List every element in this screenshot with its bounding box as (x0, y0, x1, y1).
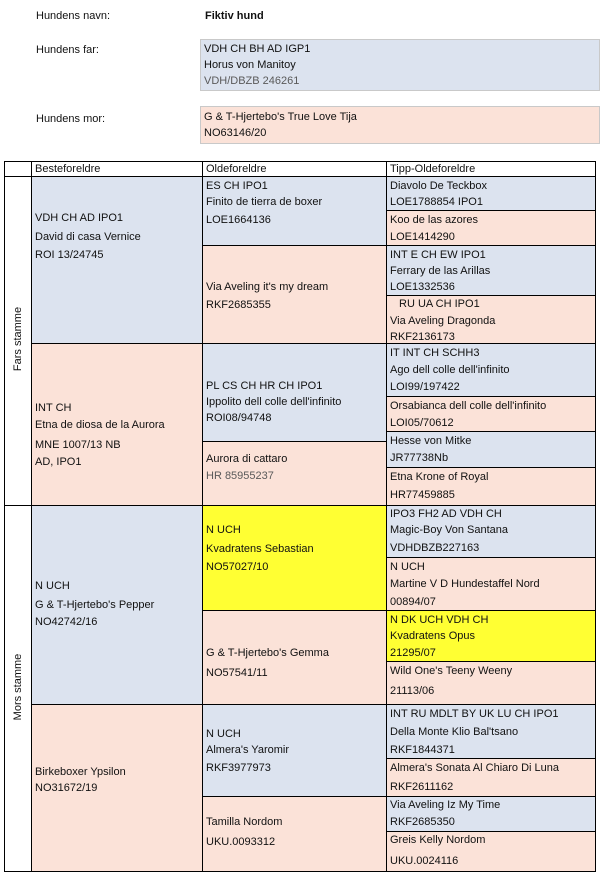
father-label: Hundens far: (36, 44, 99, 56)
great-grandparent-cell-highlighted: N UCH Kvadratens Sebastian NO57027/10 (202, 505, 387, 611)
great-great-grandparent-cell: Greis Kelly Nordom UKU.0024116 (386, 831, 596, 872)
great-great-grandparent-cell: Almera's Sonata Al Chiaro Di Luna RKF2611162 (386, 758, 596, 797)
father-line: Horus von Manitoy (204, 59, 296, 71)
mother-line: NO63146/20 (204, 127, 267, 139)
great-grandparent-cell: ES CH IPO1 Finito de tierra de boxer LOE1664136 (202, 176, 387, 246)
great-great-grandparent-cell: IPO3 FH2 AD VDH CH Magic-Boy Von Santana VDHDBZB227163 (386, 505, 596, 558)
great-great-grandparent-cell: Etna Krone of Royal HR77459885 (386, 467, 596, 506)
great-great-grandparent-cell: Orsabianca dell colle dell'infinito LOI05/70612 (386, 396, 596, 432)
column-header-oldeforeldre: Oldeforeldre (202, 161, 387, 177)
great-great-grandparent-cell: Via Aveling Iz My Time RKF2685350 (386, 796, 596, 832)
great-great-grandparent-cell: INT RU MDLT BY UK LU CH IPO1 Della Monte Klio Bal'tsano RKF1844371 (386, 704, 596, 759)
grandparent-cell: N UCH G & T-Hjertebo's Pepper NO42742/16 (31, 505, 203, 705)
great-grandparent-cell: Aurora di cattaro HR 85955237 (202, 441, 387, 506)
column-header-besteforeldre: Besteforeldre (31, 161, 203, 177)
column-header-blank (4, 161, 32, 177)
great-great-grandparent-cell: RU UA CH IPO1 Via Aveling Dragonda RKF2136173 (386, 295, 596, 344)
great-grandparent-cell: G & T-Hjertebo's Gemma NO57541/11 (202, 610, 387, 705)
section-fars-stamme: Fars stamme (4, 176, 32, 506)
grandparent-cell: Birkeboxer Ypsilon NO31672/19 (31, 704, 203, 872)
great-great-grandparent-cell-highlighted: N DK UCH VDH CH Kvadratens Opus 21295/07 (386, 610, 596, 662)
dog-name-label: Hundens navn: (36, 10, 110, 22)
great-great-grandparent-cell: Diavolo De Teckbox LOE1788854 IPO1 (386, 176, 596, 211)
mother-label: Hundens mor: (36, 113, 106, 125)
dog-name-value: Fiktiv hund (205, 10, 264, 22)
father-line: VDH/DBZB 246261 (204, 75, 300, 87)
great-great-grandparent-cell: Hesse von Mitke JR77738Nb (386, 431, 596, 468)
grandparent-cell: INT CH Etna de diosa de la Aurora MNE 1007/13 NB AD, IPO1 (31, 343, 203, 506)
section-mors-stamme: Mors stamme (4, 505, 32, 872)
column-header-tipp-oldeforeldre: Tipp-Oldeforeldre (386, 161, 596, 177)
grandparent-cell: VDH CH AD IPO1 David di casa Vernice ROI 13/24745 (31, 176, 203, 344)
great-great-grandparent-cell: INT E CH EW IPO1 Ferrary de las Arillas LOE1332536 (386, 245, 596, 296)
great-grandparent-cell: PL CS CH HR CH IPO1 Ippolito dell colle dell'infinito ROI08/94748 (202, 343, 387, 442)
great-great-grandparent-cell: Koo de las azores LOE1414290 (386, 210, 596, 246)
great-great-grandparent-cell: N UCH Martine V D Hundestaffel Nord 00894/07 (386, 557, 596, 611)
great-great-grandparent-cell: Wild One's Teeny Weeny 21113/06 (386, 661, 596, 705)
great-grandparent-cell: Tamilla Nordom UKU.0093312 (202, 796, 387, 872)
great-grandparent-cell: Via Aveling it's my dream RKF2685355 (202, 245, 387, 344)
great-great-grandparent-cell: IT INT CH SCHH3 Ago dell colle dell'infinito LOI99/197422 (386, 343, 596, 397)
father-line: VDH CH BH AD IGP1 (204, 43, 311, 55)
mother-line: G & T-Hjertebo's True Love Tija (204, 111, 357, 123)
great-grandparent-cell: N UCH Almera's Yaromir RKF3977973 (202, 704, 387, 797)
